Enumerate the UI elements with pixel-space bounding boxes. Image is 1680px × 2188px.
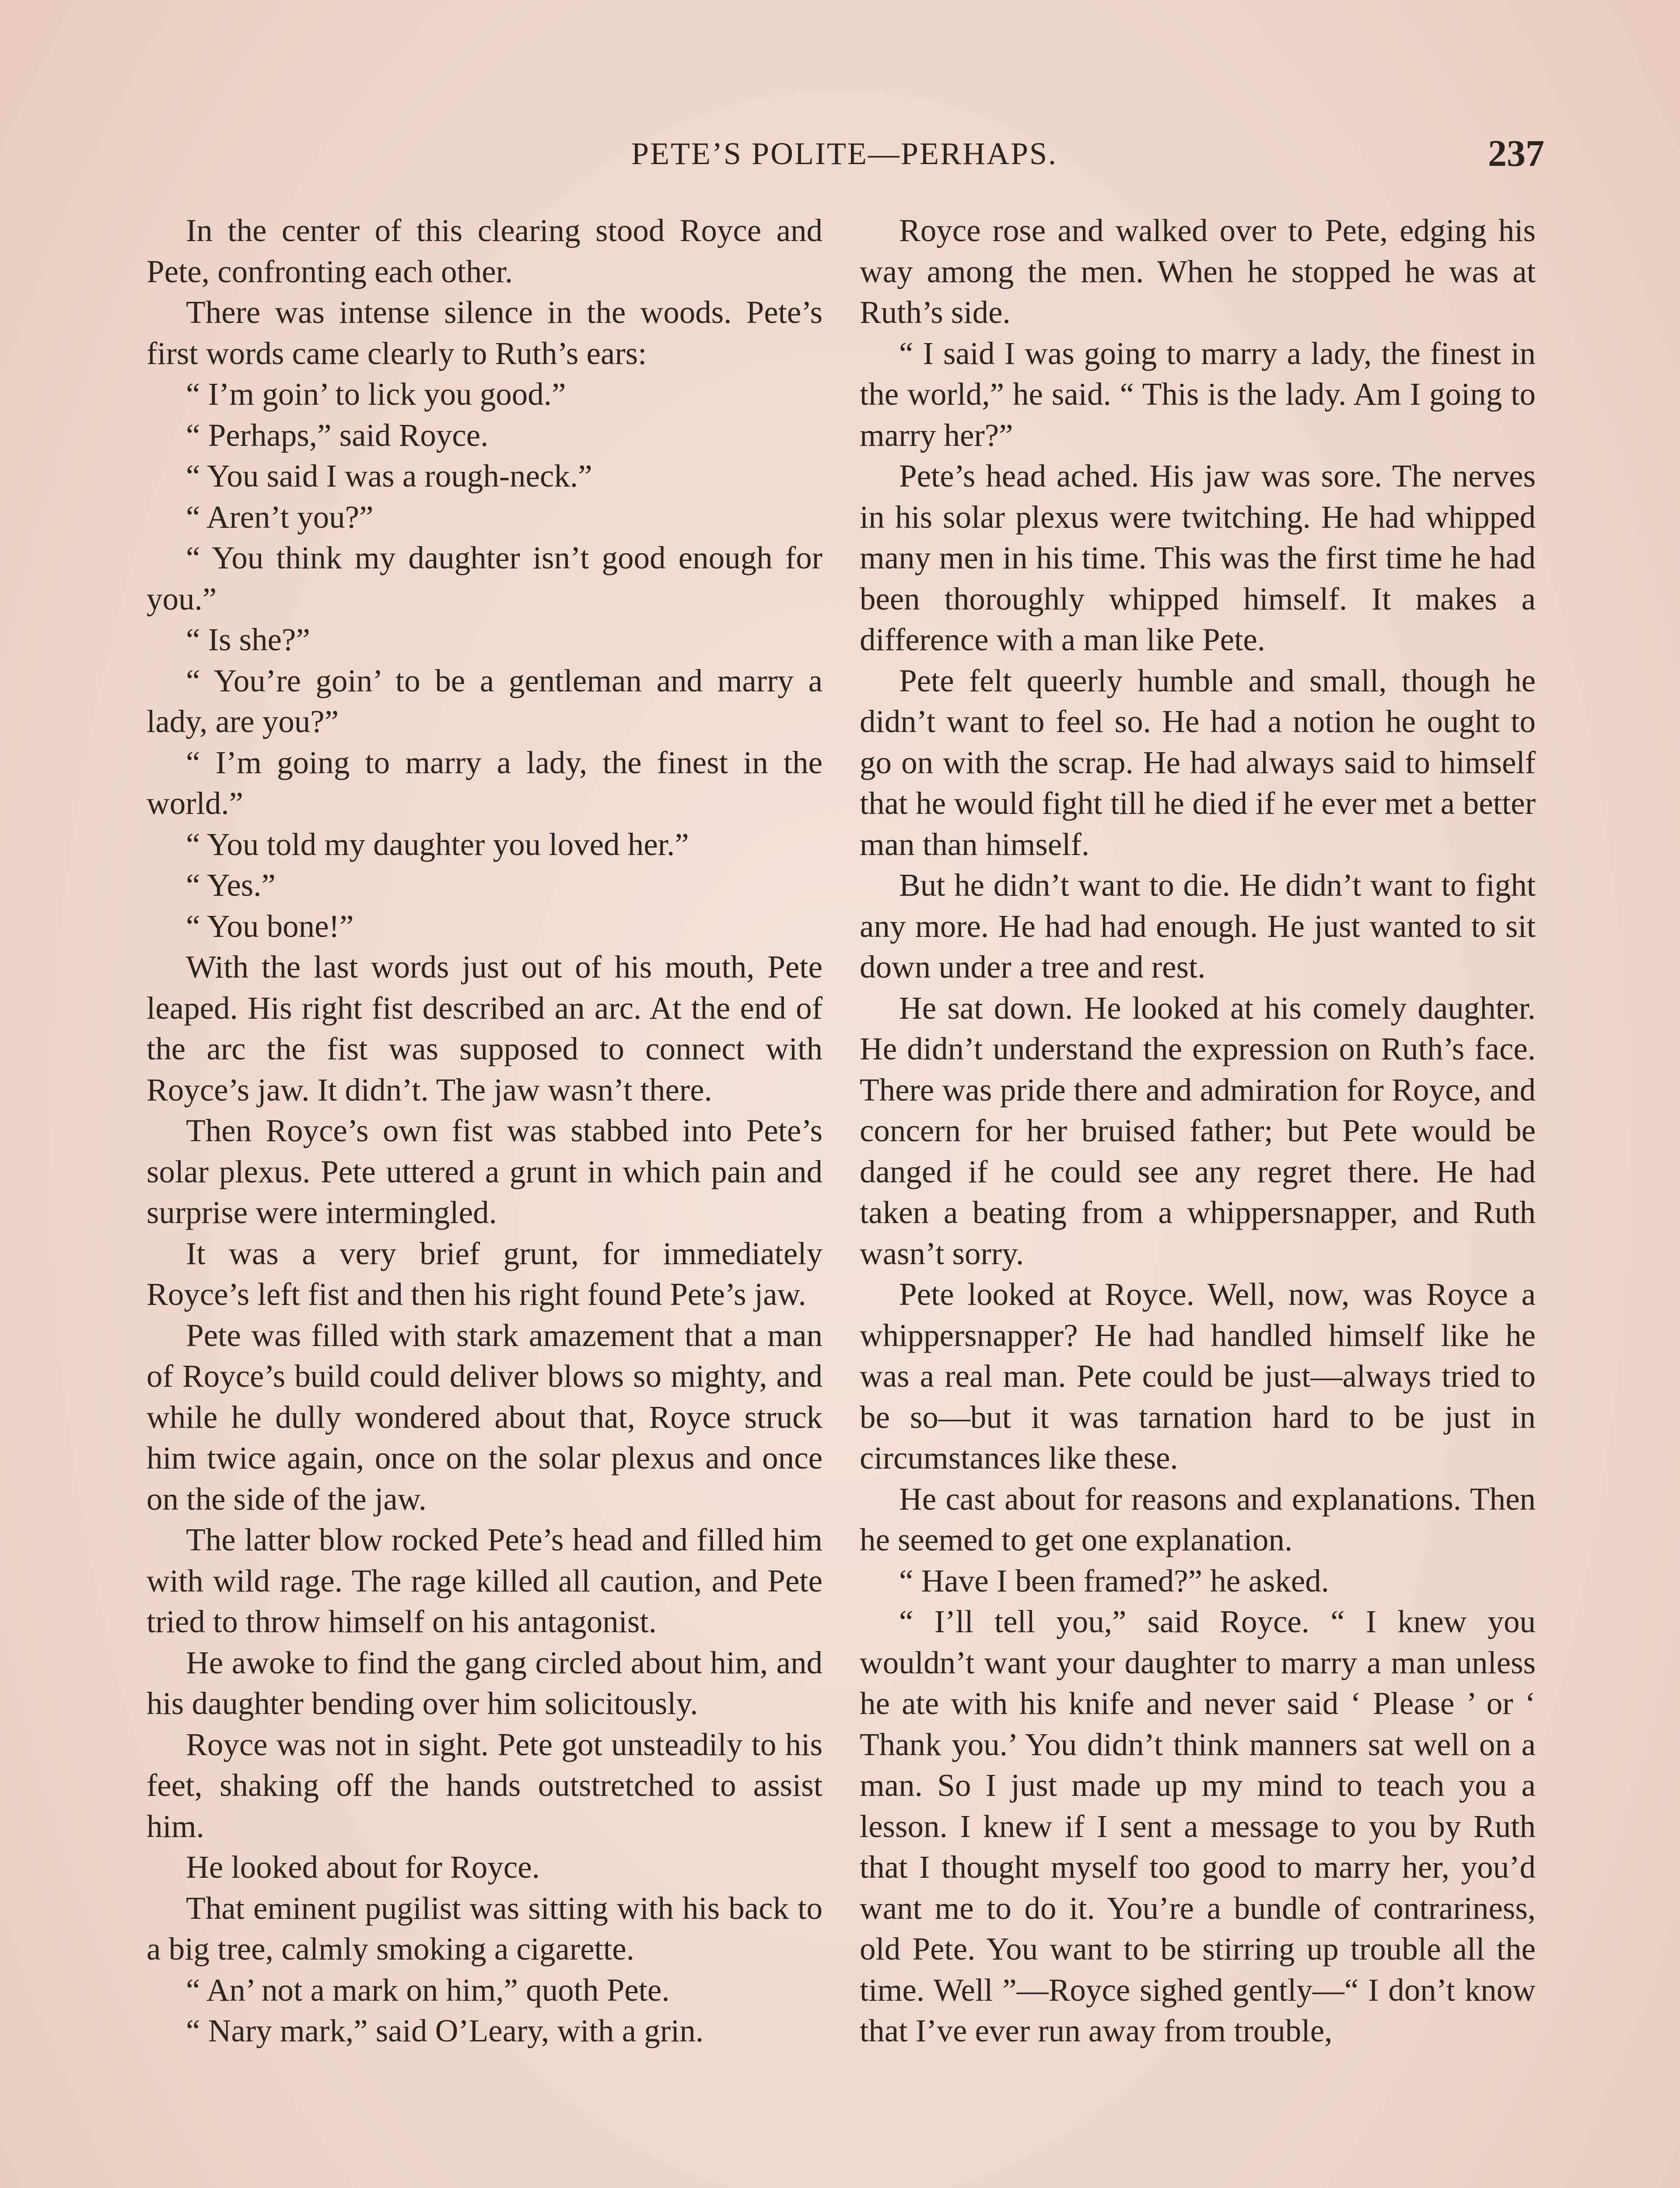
right-column [860,210,1536,2051]
paragraph: “ I’ll tell you,” said Royce. “ I knew you wouldn’t want your daughter to marry a man unless he ate with his knife and never said ‘ Please ’ or ‘ Thank you.’ You didn’t think manners sat well on a man. So I just made up my mind to teach you a lesson. I knew if I sent a message to you by Ruth that I thought myself too good to marry her, you’d want me to do it. You’re a bundle of contrariness, old Pete. You want to be stirring up trouble all the time. Well ”—Royce sighed gently—“ I don’t know that I’ve ever run away from trouble, [860,1604,1536,2048]
paragraph: “ I said I was going to marry a lady, the finest in the world,” he said. “ This is the lady. Am I going to marry her?” [860,335,1536,453]
paragraph: “ Perhaps,” said Royce. [186,417,489,453]
paragraph: In the center of this clearing stood Royce and Pete, confronting each other. [147,213,822,289]
paragraph: The latter blow rocked Pete’s head and filled him with wild rage. The rage killed all caution, and Pete tried to throw himself on his antagonist. [147,1522,822,1639]
paragraph: There was intense silence in the woods. Pete’s first words came clearly to Ruth’s ears: [147,295,822,371]
paragraph: “ You bone!” [186,908,354,944]
paragraph: “ I’m goin’ to lick you good.” [186,376,566,412]
paragraph: Pete felt queerly humble and small, though he didn’t want to feel so. He had a notion he ought to go on with the scrap. He had always said to himself that he would fight till he died if he ever met a better man than himself. [860,663,1536,862]
paragraph: “ You told my daughter you loved her.” [186,826,689,862]
paragraph: “ You think my daughter isn’t good enough for you.” [147,540,822,617]
paragraph: That eminent pugilist was sitting with his back to a big tree, calmly smoking a cigarette. [147,1890,822,1967]
paragraph: He awoke to find the gang circled about him, and his daughter bending over him solicitously. [147,1645,822,1721]
paragraph: “ You said I was a rough-neck.” [186,458,592,494]
paragraph: He looked about for Royce. [186,1849,540,1885]
paragraph: Royce rose and walked over to Pete, edging his way among the men. When he stopped he was at Ruth’s side. [860,213,1536,330]
paragraph: Pete looked at Royce. Well, now, was Royce a whippersnapper? He had handled himself like he was a real man. Pete could be just—always tried to be so—but it was tarnation hard to be just in circumstances like these. [860,1276,1536,1476]
paragraph: Pete was filled with stark amazement that a man of Royce’s build could deliver blows so mighty, and while he dully wondered about that, Royce struck him twice again, once on the solar plexus and once on the side of the jaw. [147,1317,822,1517]
page-header [144,131,1544,193]
paragraph: “ Have I been framed?” he asked. [899,1563,1329,1599]
paragraph: Royce was not in sight. Pete got unsteadily to his feet, shaking off the hands outstretched to assist him. [147,1726,822,1844]
paragraph: It was a very brief grunt, for immediately Royce’s left fist and then his right found Pete’s jaw. [147,1235,822,1312]
paragraph: Then Royce’s own fist was stabbed into Pete’s solar plexus. Pete uttered a grunt in which pain and surprise were intermingled. [147,1113,822,1230]
paragraph: “ Yes.” [186,867,276,903]
left-column [147,210,822,2051]
paragraph: “ Nary mark,” said O’Leary, with a grin. [186,2013,704,2048]
paragraph: “ I’m going to marry a lady, the finest in the world.” [147,744,822,821]
page-number: 237 [1488,132,1544,174]
paragraph: “ Aren’t you?” [186,499,374,535]
paragraph: “ An’ not a mark on him,” quoth Pete. [186,1972,670,2008]
paragraph: “ You’re goin’ to be a gentleman and marry a lady, are you?” [147,663,822,739]
paragraph: But he didn’t want to die. He didn’t want to fight any more. He had had enough. He just wanted to sit down under a tree and rest. [860,867,1536,985]
paragraph: He cast about for reasons and explanations. Then he seemed to get one explanation. [860,1481,1536,1557]
running-title: PETE’S POLITE—PERHAPS. [631,136,1058,171]
paragraph: “ Is she?” [186,622,310,657]
paragraph: He sat down. He looked at his comely daughter. He didn’t understand the expression on Ruth’s face. There was pride there and admiration for Royce, and concern for her bruised father; but Pete would be danged if he could see any regret there. He had taken a beating from a whippersnapper, and Ruth wasn’t sorry. [860,990,1536,1271]
paragraph: Pete’s head ached. His jaw was sore. The nerves in his solar plexus were twitching. He had whipped many men in his time. This was the first time he had been thoroughly whipped himself. It makes a difference with a man like Pete. [860,458,1536,657]
paragraph: With the last words just out of his mouth, Pete leaped. His right fist described an arc. At the end of the arc the fist was supposed to connect with Royce’s jaw. It didn’t. The jaw wasn’t there. [147,949,822,1108]
